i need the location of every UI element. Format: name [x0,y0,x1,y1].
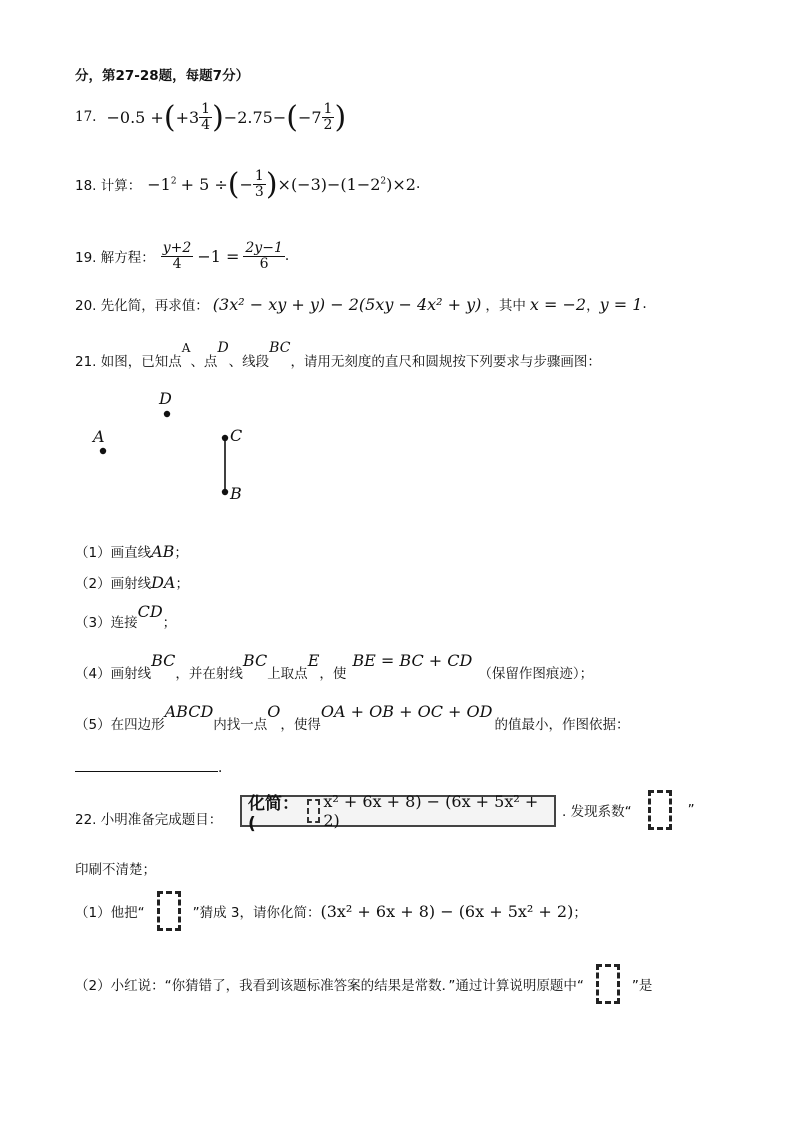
q18-mid2: $\times(-3)-(1-2^2$ [277,174,387,194]
q22-part-1-box [157,891,181,931]
q21-step-2-text: （2）画射线 [75,576,152,592]
q21-step-5-math-1: ABCD [164,702,214,721]
q22-part-1-end: ； [573,905,587,921]
q22-printed-expression: x² + 6x + 8) − (6x + 5x² + 2) [323,792,539,830]
q22-printed-blank-box [307,799,321,823]
q21-figure [0,385,800,505]
answer-blank-line [75,770,218,772]
q22-part-2-text: （2）小红说：“你猜错了，我看到该题标准答案的结果是常数．”通过计算说明原题中“ [75,978,584,994]
q21-step-5-math-2: O [267,702,281,721]
section-header: 分，第27-28题，每题7分） [75,68,250,84]
question-17: 17. −0.5 + ( +3 $\frac{1}{4}$ ) −2.75 − ( −7 $\frac{1}{2}$ ) [75,99,347,135]
q21-step-4-math-1: BC [151,651,176,670]
q22-line2-text: 印刷不清楚； [75,862,156,878]
q20-end: . [642,296,647,312]
q21-intro-suffix: ，请用无刻度的直尺和圆规按下列要求与步骤画图： [290,354,601,370]
q21-point-d: D [217,340,229,356]
q22-intro-tail [562,790,695,830]
q22-part-1 [75,890,587,932]
q21-step-4-mid3: ，使 [319,666,347,682]
q22-printed-label: 化简：( [248,793,299,834]
q21-step-3-math: CD [137,602,163,621]
label-c: C [230,426,243,445]
q17-term-b-whole: +3 [175,107,200,127]
q21-intro-prefix: 21. 如图，已知点 [75,354,182,370]
point-b-dot [222,489,228,495]
q19-end: . [284,248,290,264]
point-a-dot [100,448,106,454]
q19-label: 19. 解方程： [75,250,155,266]
q21-answer-blank [75,757,222,776]
q21-step-4-math-4: BE = BC + CD [352,651,473,670]
question-19 [75,236,289,276]
q19-mid: −1 = [197,246,240,266]
q17-number: 17. [75,109,97,125]
q18-end: . [415,176,421,192]
q21-step-5-text: （5）在四边形 [75,717,165,733]
point-c-dot [222,435,228,441]
q22-intro2-end: ” [687,802,695,818]
label-a: A [93,427,105,446]
q21-step-1-text: （1）画直线 [75,545,152,561]
q18-fraction: $\frac{1}{3}$ [254,167,264,200]
q19-left-fraction: $\frac{y+2}{4}$ [162,239,192,272]
question-18: 18. 计算： $-1^2$ + 5 ÷ ( − $\frac{1}{3}$ ) $\times(-3)-(1-2^2$ )×2 . [75,166,421,202]
question-20 [75,289,647,319]
q17-term-d-whole: −7 [297,107,322,127]
q17-term-d-fraction: $\frac{1}{2}$ [323,100,333,133]
q18-mid1: + 5 ÷ [180,174,228,194]
q22-intro-text: 22. 小明准备完成题目： [75,812,223,828]
q21-step-5-mid: 内找一点 [213,717,268,733]
q22-part-1-pre: （1）他把“ [75,905,145,921]
q18-tail: )×2 [386,174,416,194]
q22-part-1-mid: ”猜成 3，请你化简： [192,905,321,921]
q21-step-2-end: ； [175,576,189,592]
q22-line2 [75,858,156,878]
q17-term-c: −2.75 [223,107,273,127]
q22-intro2-text: . 发现系数“ [562,804,632,820]
q22-blurred-coefficient-box [648,790,672,830]
q21-step-5-mid2: ，使得 [280,717,321,733]
label-d: D [159,389,172,408]
q21-step-4 [75,651,593,682]
q21-segment-bc: BC [269,340,291,356]
q22-part-2-end: ”是 [631,978,653,994]
q18-term-pre: $-1^2$ [147,174,177,194]
q21-step-3-text: （3）连接 [75,615,138,631]
q21-step-4-mid2: 上取点 [267,666,308,682]
q21-step-1-end: ； [174,545,188,561]
q21-sep1: 、点 [190,354,218,370]
q22-intro [75,808,222,828]
q17-term-b-fraction: $\frac{1}{4}$ [201,100,211,133]
q21-step-5 [75,702,630,733]
q21-step-5-end: 的值最小，作图依据： [494,717,630,733]
q20-sep: ， [586,298,600,314]
q21-point-a: A [181,341,191,355]
label-b: B [230,484,242,503]
q21-step-4-text: （4）画射线 [75,666,152,682]
q21-step-1-math: AB [151,542,175,561]
q21-blank-end: . [218,760,223,776]
q20-condition: ，其中 [485,298,526,314]
q17-term-a: −0.5 [106,107,146,127]
q21-step-3 [75,602,176,631]
q21-step-4-mid: ，并在射线 [175,666,243,682]
q22-printed-problem-image [240,792,556,834]
q21-step-4-end: （保留作图痕迹）； [478,666,594,682]
q20-y-value: y = 1 [599,294,643,314]
q21-step-4-math-3: E [307,651,320,670]
question-21-intro [75,340,601,370]
q20-x-value: x = −2 [529,294,587,314]
q18-label: 18. 计算： [75,178,142,194]
q19-right-fraction: $\frac{2y-1}{6}$ [245,239,283,272]
q21-sep2: 、线段 [228,354,270,370]
q21-step-2 [75,572,189,592]
q21-step-5-math-3: OA + OB + OC + OD [320,702,493,721]
q21-step-3-end: ； [162,615,177,631]
q22-part-1-expression: (3x² + 6x + 8) − (6x + 5x² + 2) [320,901,574,921]
q20-label: 20. 先化简，再求值： [75,298,209,314]
q22-part-2 [75,963,652,1005]
q21-step-4-math-2: BC [242,651,268,670]
q21-step-1 [75,541,188,561]
q21-step-2-math: DA [151,573,176,592]
q21-figure-svg [0,385,800,505]
q22-part-2-box [596,964,620,1004]
q20-expression: (3x² − xy + y) − 2(5xy − 4x² + y) [212,294,482,314]
point-d-dot [164,411,170,417]
q18-frac-sign: − [239,174,253,194]
